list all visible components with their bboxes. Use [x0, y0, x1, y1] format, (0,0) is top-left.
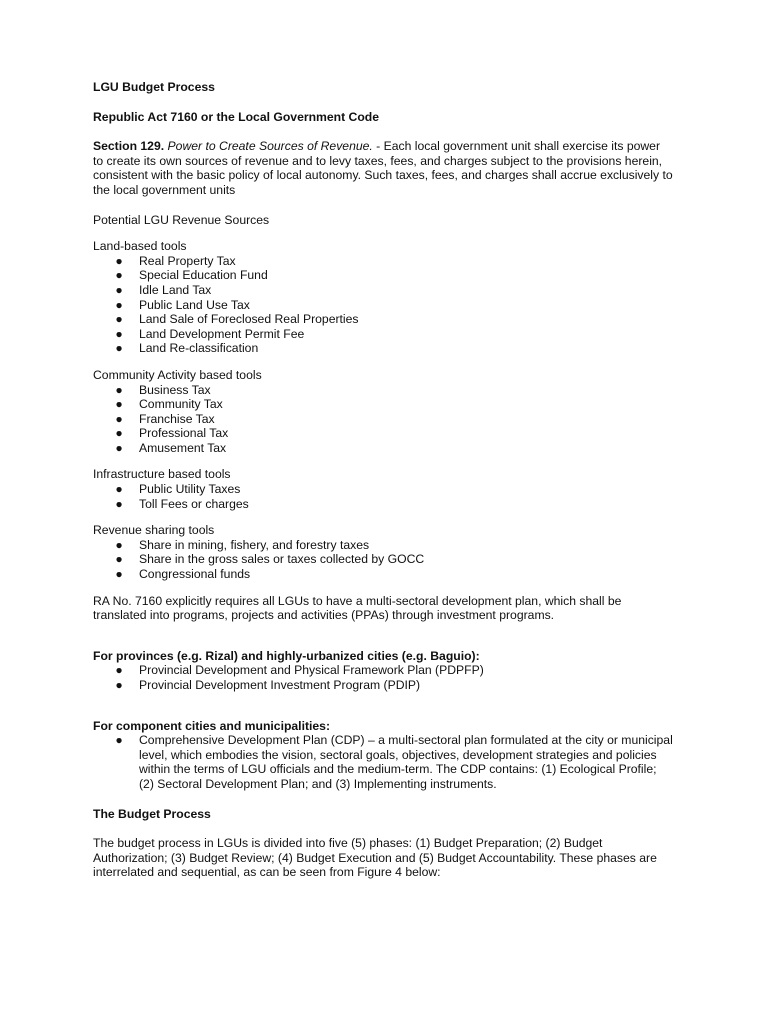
list-item: ● Land Re-classification — [115, 341, 259, 356]
bullet-icon: ● — [115, 552, 123, 567]
bullet-icon: ● — [115, 397, 123, 412]
list-item: ● Land Development Permit Fee — [115, 326, 305, 341]
list-item: ● Public Land Use Tax — [115, 297, 250, 312]
bullet-icon: ● — [115, 268, 123, 283]
section-body: - Each local government unit shall exercise its power to create its own sources of revenue and to levy taxes, fees, and charges subject to the provisions herein, consistent with the basic policy of local autonomy. Such taxes, fees, and charges shall accrue exclusively to the local government units — [93, 139, 673, 197]
section-label: Section 129. — [93, 139, 165, 154]
provinces-heading: For provinces (e.g. Rizal) and highly-urbanized cities (e.g. Baguio): — [93, 648, 480, 663]
list-item: ● Share in the gross sales or taxes collected by GOCC — [115, 552, 425, 567]
bullet-icon: ● — [115, 382, 123, 397]
bullet-icon: ● — [115, 496, 123, 511]
ra-paragraph: RA No. 7160 explicitly requires all LGUs to have a multi-sectoral development plan, which shall be translated into programs, projects and activities (PPAs) through investment programs. — [93, 593, 622, 623]
list-item: ● Business Tax — [115, 382, 211, 397]
bullet-icon: ● — [115, 297, 123, 312]
list-item: ● Special Education Fund — [115, 268, 268, 283]
list-item: ● Community Tax — [115, 397, 223, 412]
bullet-icon: ● — [115, 411, 123, 426]
bullet-icon: ● — [115, 426, 123, 441]
list-item: ● Amusement Tax — [115, 440, 227, 455]
list-item: ● Real Property Tax — [115, 253, 236, 268]
bullet-icon: ● — [115, 567, 123, 582]
bullet-icon: ● — [115, 482, 123, 497]
section-italic-title: Power to Create Sources of Revenue. — [167, 139, 373, 154]
group-heading-infrastructure: Infrastructure based tools — [93, 467, 231, 482]
list-land-based — [93, 254, 673, 356]
list-item: ● Provincial Development and Physical Framework Plan (PDPFP) — [115, 663, 484, 678]
list-item: ● Toll Fees or charges — [115, 496, 249, 511]
bullet-icon: ● — [115, 440, 123, 455]
document-page — [93, 80, 673, 880]
potential-sources-heading: Potential LGU Revenue Sources — [93, 212, 270, 227]
list-item: ● Franchise Tax — [115, 411, 215, 426]
group-heading-revenue-sharing: Revenue sharing tools — [93, 523, 215, 538]
bullet-icon: ● — [115, 341, 123, 356]
ra-heading: Republic Act 7160 or the Local Government Code — [93, 109, 380, 124]
section-129-paragraph — [93, 139, 673, 197]
bullet-icon: ● — [115, 663, 123, 678]
bullet-icon: ● — [115, 253, 123, 268]
bullet-icon: ● — [115, 733, 123, 748]
component-cities-heading: For component cities and municipalities: — [93, 718, 331, 733]
list-item: ● Congressional funds — [115, 567, 251, 582]
list-community-based — [93, 383, 673, 456]
list-item: ● Provincial Development Investment Program (PDIP) — [115, 678, 421, 692]
group-heading-land: Land-based tools — [93, 239, 187, 254]
bullet-icon: ● — [115, 537, 123, 552]
list-item: ● Share in mining, fishery, and forestry taxes — [115, 537, 370, 552]
list-item: ● Idle Land Tax — [115, 282, 212, 297]
list-item: ● Professional Tax — [115, 426, 229, 441]
list-item: ● Public Utility Taxes — [115, 482, 241, 497]
list-provinces — [93, 663, 673, 692]
bullet-icon: ● — [115, 312, 123, 327]
budget-process-heading: The Budget Process — [93, 806, 211, 821]
bullet-icon: ● — [115, 282, 123, 297]
list-item: ● Comprehensive Development Plan (CDP) – a multi-sectoral plan formulated at the city or municipal level, which embodies the vision, sectoral goals, objectives, development strategies and policies within the terms of LGU officials and the medium-term. The CDP contains: (1) Ecological Profile; (2) Sectoral Development Plan; and (3) Implementing instruments. — [115, 733, 673, 791]
list-infrastructure-based — [93, 482, 673, 511]
document-title: LGU Budget Process — [93, 80, 215, 94]
list-component-cities — [93, 733, 673, 791]
budget-process-paragraph: The budget process in LGUs is divided into five (5) phases: (1) Budget Preparation; (2) Budget Authorization; (3) Budget Review; (4) Budget Execution and (5) Budget Accountability. These phases are interrelated and sequential, as can be seen from Figure 4 below: — [93, 836, 657, 880]
group-heading-community: Community Activity based tools — [93, 367, 262, 382]
bullet-icon: ● — [115, 326, 123, 341]
list-revenue-sharing — [93, 538, 673, 582]
list-item: ● Land Sale of Foreclosed Real Properties — [115, 312, 359, 327]
bullet-icon: ● — [115, 678, 123, 692]
